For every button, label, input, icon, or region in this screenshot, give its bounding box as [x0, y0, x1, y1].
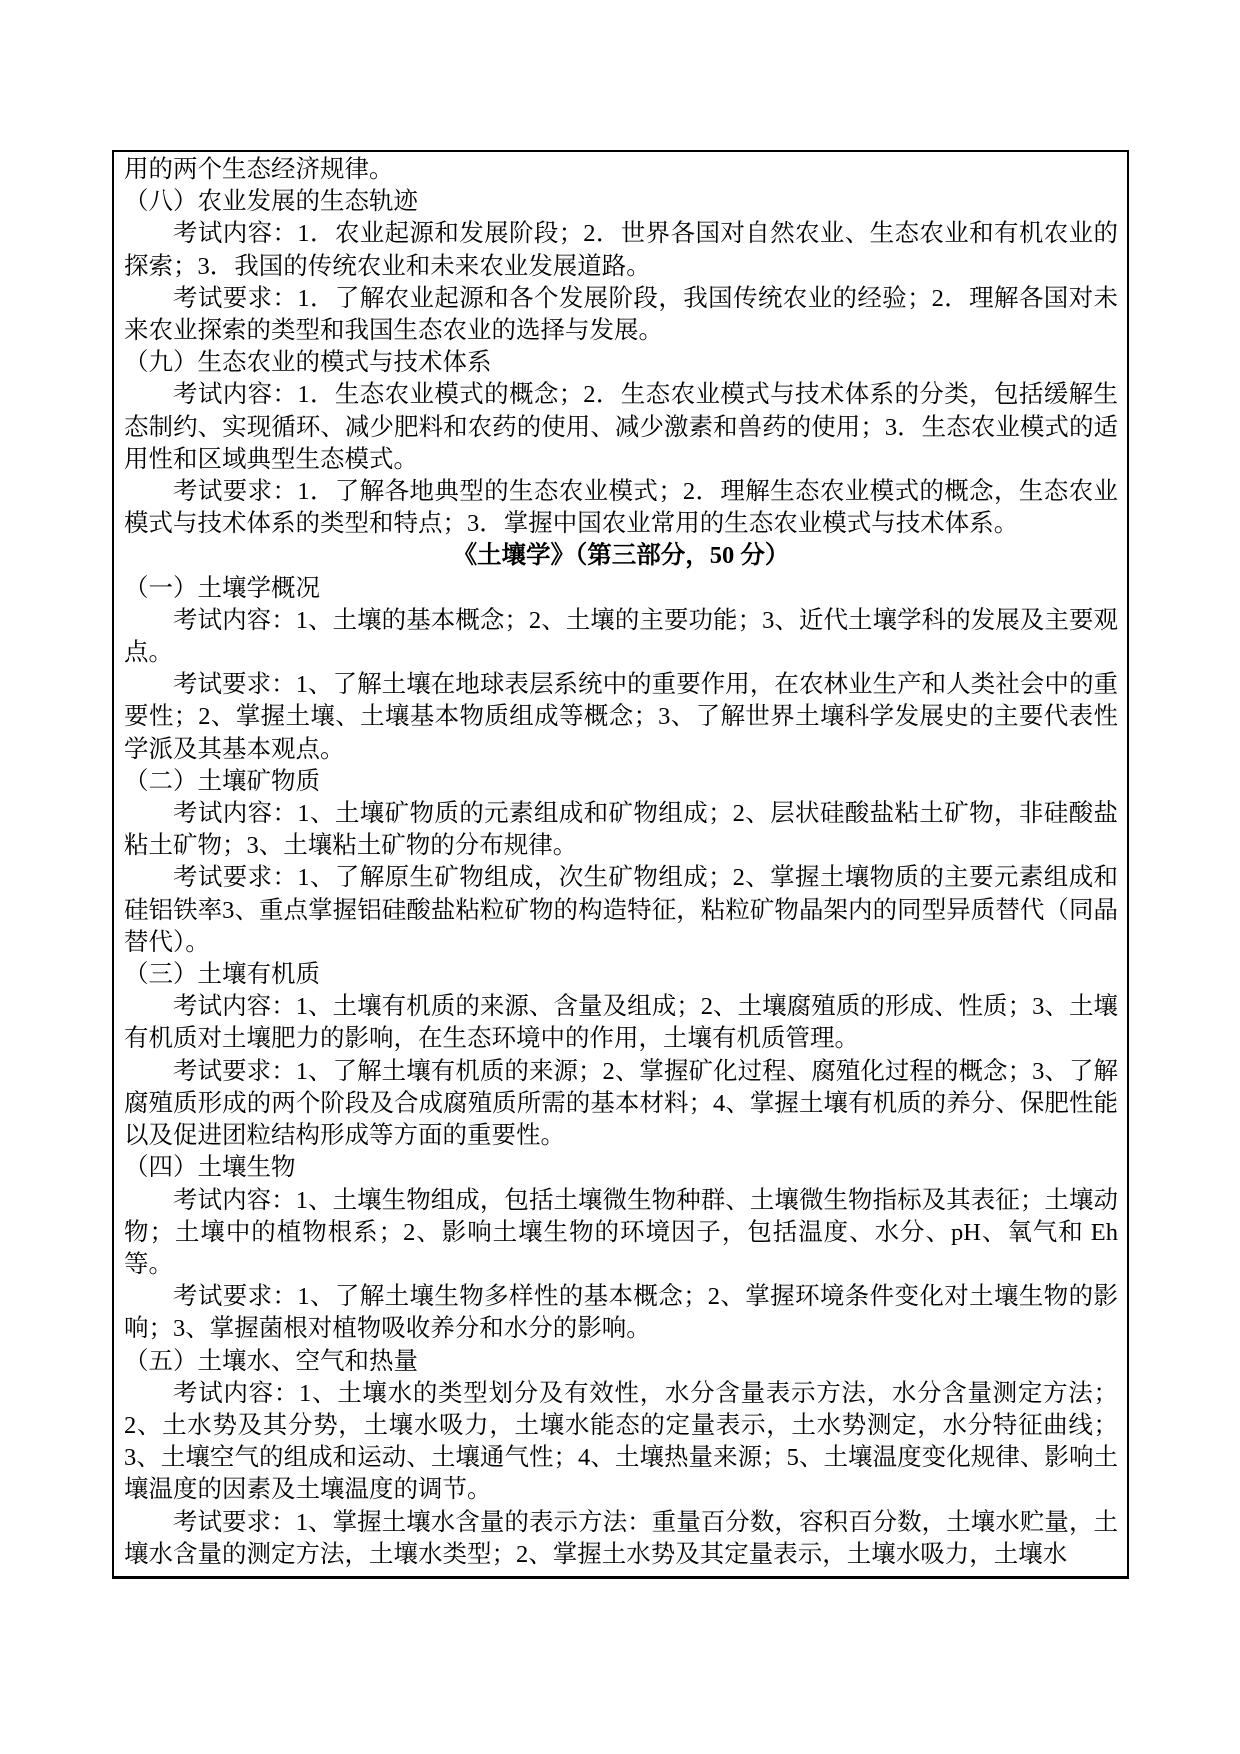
section-heading-3: （三）土壤有机质 — [124, 961, 320, 989]
exam-requirements-section-8: 考试要求：1．了解农业起源和各个发展阶段，我国传统农业的经验；2．理解各国对未来农业探索的类型和我国生态农业的选择与发展。 — [124, 284, 1118, 345]
exam-content-section-2: 考试内容：1、土壤矿物质的元素组成和矿物组成；2、层状硅酸盐粘土矿物，非硅酸盐粘土矿物；3、土壤粘土矿物的分布规律。 — [124, 800, 1118, 860]
section-heading-5: （五）土壤水、空气和热量 — [124, 1347, 418, 1375]
exam-requirements-section-1: 考试要求：1、了解土壤在地球表层系统中的重要作用，在农林业生产和人类社会中的重要性；2、掌握土壤、土壤基本物质组成等概念；3、了解世界土壤科学发展史的主要代表性学派及其基本观点。 — [124, 671, 1118, 763]
exam-content-section-3: 考试内容：1、土壤有机质的来源、含量及组成；2、土壤腐殖质的形成、性质；3、土壤有机质对土壤肥力的影响，在生态环境中的作用，土壤有机质管理。 — [124, 993, 1118, 1053]
exam-requirements-section-2: 考试要求：1、了解原生矿物组成，次生矿物组成；2、掌握土壤物质的主要元素组成和硅铝铁率3、重点掌握铝硅酸盐粘粒矿物的构造特征，粘粒矿物晶架内的同型异质替代（同晶替代）。 — [124, 864, 1118, 956]
section-heading-8: （八）农业发展的生态轨迹 — [124, 188, 418, 216]
exam-content-section-1: 考试内容：1、土壤的基本概念；2、土壤的主要功能；3、近代土壤学科的发展及主要观点。 — [124, 606, 1118, 667]
exam-content-section-5: 考试内容：1、土壤水的类型划分及有效性，水分含量表示方法，水分含量测定方法；2、土水势及其分势，土壤水吸力，土壤水能态的定量表示，土水势测定，水分特征曲线；3、土壤空气的组成和运动、土壤通气性；4、土壤热量来源；5、土壤温度变化规律、影响土壤温度的因素及土壤温度的调节。 — [124, 1379, 1118, 1504]
exam-content-section-9: 考试内容：1．生态农业模式的概念；2．生态农业模式与技术体系的分类，包括缓解生态制约、实现循环、减少肥料和农药的使用、减少激素和兽药的使用；3．生态农业模式的适用性和区域典型生态模式。 — [124, 381, 1118, 473]
exam-requirements-section-3: 考试要求：1、了解土壤有机质的来源；2、掌握矿化过程、腐殖化过程的概念；3、了解腐殖质形成的两个阶段及合成腐殖质所需的基本材料；4、掌握土壤有机质的养分、保肥性能以及促进团粒结构形成等方面的重要性。 — [124, 1057, 1118, 1150]
section-heading-9: （九）生态农业的模式与技术体系 — [124, 349, 492, 377]
continuation-paragraph: 用的两个生态经济规律。 — [124, 156, 394, 183]
section-heading-1: （一）土壤学概况 — [124, 574, 320, 602]
exam-content-section-8: 考试内容：1．农业起源和发展阶段；2．世界各国对自然农业、生态农业和有机农业的探索；3．我国的传统农业和未来农业发展道路。 — [124, 220, 1118, 280]
document-border-table — [112, 150, 1129, 1579]
exam-requirements-section-9: 考试要求：1．了解各地典型的生态农业模式；2．理解生态农业模式的概念，生态农业模式与技术体系的类型和特点；3．掌握中国农业常用的生态农业模式与技术体系。 — [124, 478, 1118, 538]
section-heading-2: （二）土壤矿物质 — [124, 767, 320, 795]
section-heading-4: （四）土壤生物 — [124, 1154, 296, 1182]
part-title-soil-science: 《土壤学》（第三部分，50 分） — [452, 542, 790, 570]
exam-requirements-section-5: 考试要求：1、掌握土壤水含量的表示方法：重量百分数，容积百分数，土壤水贮量，土壤水含量的测定方法，土壤水类型；2、掌握土水势及其定量表示，土壤水吸力，土壤水 — [124, 1508, 1118, 1568]
exam-requirements-section-4: 考试要求：1、了解土壤生物多样性的基本概念；2、掌握环境条件变化对土壤生物的影响；3、掌握菌根对植物吸收养分和水分的影响。 — [124, 1283, 1118, 1343]
exam-content-section-4: 考试内容：1、土壤生物组成，包括土壤微生物种群、土壤微生物指标及其表征；土壤动物；土壤中的植物根系；2、影响土壤生物的环境因子，包括温度、水分、pH、氧气和 Eh 等。 — [124, 1186, 1118, 1278]
